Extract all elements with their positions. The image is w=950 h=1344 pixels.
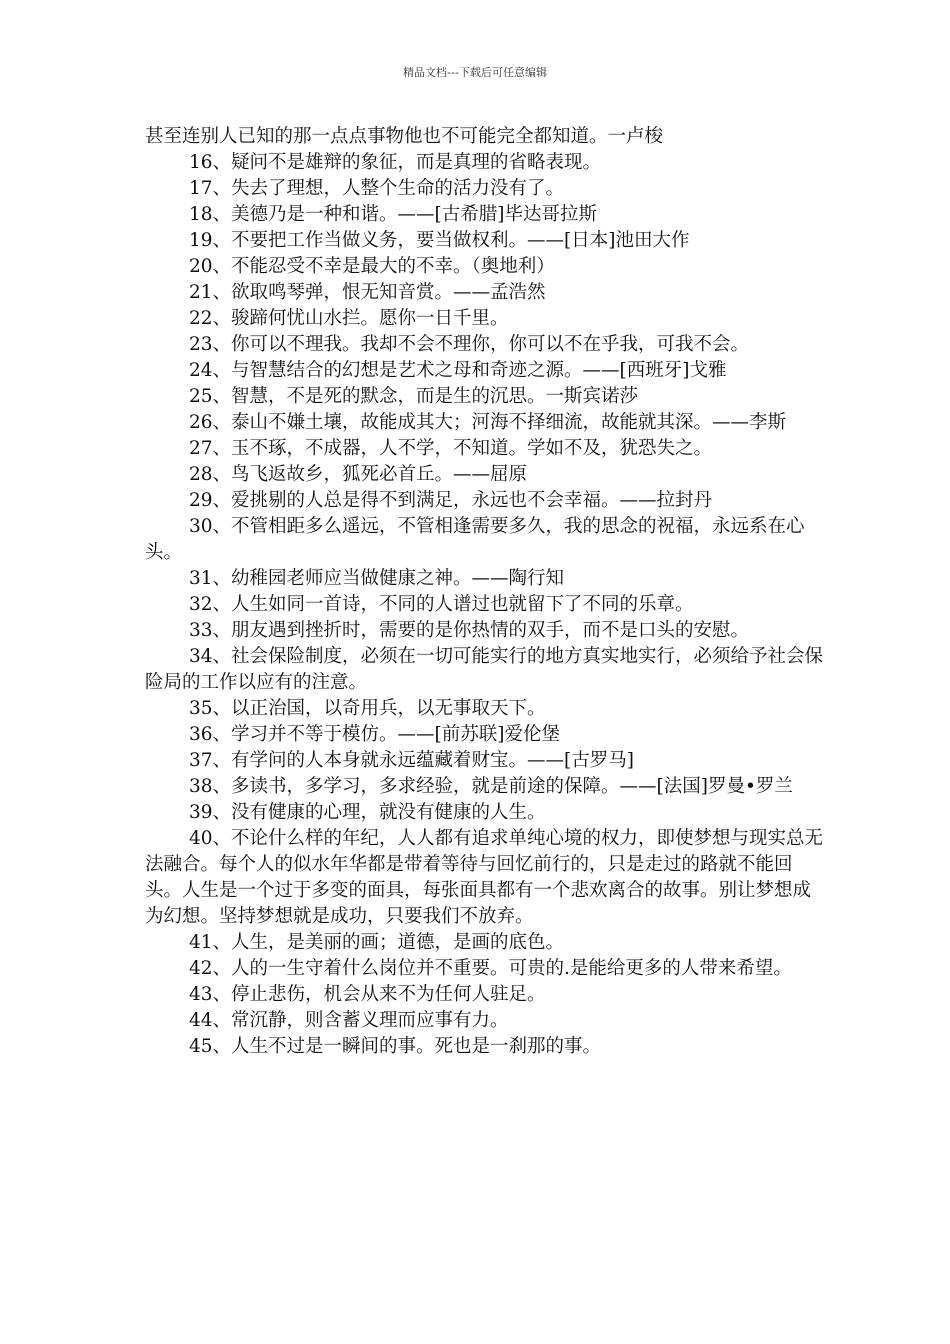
paragraph: 45、人生不过是一瞬间的事。死也是一刹那的事。 — [189, 1036, 602, 1057]
paragraph: 31、幼稚园老师应当做健康之神。——陶行知 — [189, 568, 565, 589]
paragraph: 26、泰山不嫌土壤，故能成其大；河海不择细流，故能就其深。——李斯 — [189, 412, 787, 433]
paragraph: 甚至连别人已知的那一点点事物他也不可能完全都知道。一卢梭 — [145, 126, 664, 147]
paragraph: 16、疑问不是雄辩的象征，而是真理的省略表现。 — [189, 152, 602, 173]
paragraph: 34、社会保险制度，必须在一切可能实行的地方真实地实行，必须给予社会保险局的工作以应有的注意。 — [145, 646, 824, 693]
paragraph: 23、你可以不理我。我却不会不理你，你可以不在乎我，可我不会。 — [189, 334, 750, 355]
paragraph: 28、鸟飞返故乡，狐死必首丘。——屈原 — [189, 464, 528, 485]
page-header: 精品文档---下载后可任意编辑 — [403, 66, 547, 79]
paragraph: 36、学习并不等于模仿。——[前苏联]爱伦堡 — [189, 724, 560, 745]
document-body — [145, 124, 825, 1060]
paragraph: 24、与智慧结合的幻想是艺术之母和奇迹之源。——[西班牙]戈雅 — [189, 360, 727, 381]
paragraph: 43、停止悲伤，机会从来不为任何人驻足。 — [189, 984, 546, 1005]
paragraph: 32、人生如同一首诗，不同的人谱过也就留下了不同的乐章。 — [189, 594, 694, 615]
paragraph: 29、爱挑剔的人总是得不到满足，永远也不会幸福。——拉封丹 — [189, 490, 713, 511]
paragraph: 40、不论什么样的年纪，人人都有追求单纯心境的权力，即使梦想与现实总无法融合。每个人的似水年华都是带着等待与回忆前行的，只是走过的路就不能回头。人生是一个过于多变的面具，每张面具都有一个悲欢离合的故事。别让梦想成为幻想。坚持梦想就是成功，只要我们不放弃。 — [145, 828, 824, 927]
paragraph: 19、不要把工作当做义务，要当做权利。——[日本]池田大作 — [189, 230, 690, 251]
paragraph: 18、美德乃是一种和谐。——[古希腊]毕达哥拉斯 — [189, 204, 597, 225]
paragraph: 21、欲取鸣琴弹，恨无知音赏。——孟浩然 — [189, 282, 546, 303]
paragraph: 42、人的一生守着什么岗位并不重要。可贵的.是能给更多的人带来希望。 — [189, 958, 792, 979]
paragraph: 33、朋友遇到挫折时，需要的是你热情的双手，而不是口头的安慰。 — [189, 620, 750, 641]
paragraph: 17、失去了理想，人整个生命的活力没有了。 — [189, 178, 565, 199]
paragraph: 37、有学问的人本身就永远蕴藏着财宝。——[古罗马] — [189, 750, 634, 771]
paragraph: 30、不管相距多么遥远，不管相逢需要多久，我的思念的祝福，永远系在心头。 — [145, 516, 805, 563]
paragraph: 44、常沉静，则含蓄义理而应事有力。 — [189, 1010, 509, 1031]
paragraph: 27、玉不琢，不成器，人不学，不知道。学如不及，犹恐失之。 — [189, 438, 713, 459]
paragraph: 20、不能忍受不幸是最大的不幸。（奥地利） — [189, 256, 555, 277]
paragraph: 41、人生，是美丽的画；道德，是画的底色。 — [189, 932, 565, 953]
paragraph: 38、多读书，多学习，多求经验，就是前途的保障。——[法国]罗曼•罗兰 — [189, 776, 793, 797]
paragraph: 35、以正治国，以奇用兵，以无事取天下。 — [189, 698, 546, 719]
paragraph: 22、骏蹄何忧山水拦。愿你一日千里。 — [189, 308, 509, 329]
paragraph: 25、智慧，不是死的默念，而是生的沉思。一斯宾诺莎 — [189, 386, 639, 407]
paragraph: 39、没有健康的心理，就没有健康的人生。 — [189, 802, 546, 823]
